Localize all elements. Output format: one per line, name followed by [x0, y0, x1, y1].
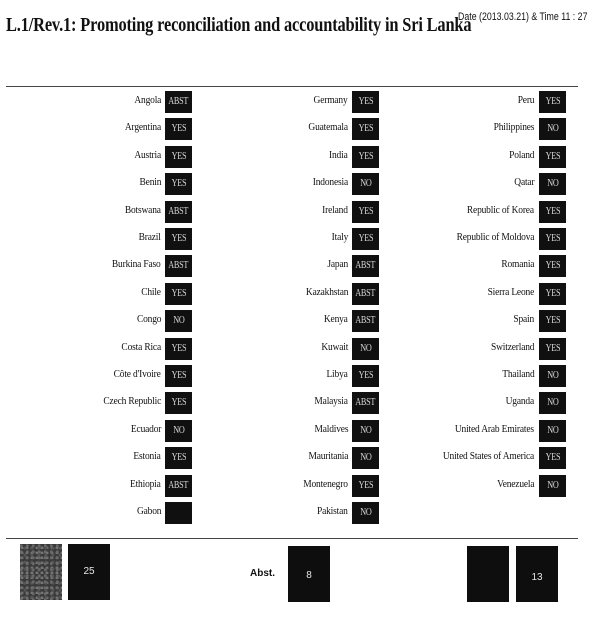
vote-value: YES — [171, 178, 186, 190]
vote-box — [539, 173, 566, 195]
top-divider — [6, 86, 578, 87]
country-name: Switzerland — [490, 340, 534, 353]
country-name: Burkina Faso — [112, 258, 161, 271]
country-name: Côte d'Ivoire — [113, 368, 161, 380]
vote-value: YES — [171, 150, 186, 162]
vote-row — [0, 201, 560, 223]
vote-value: NO — [359, 507, 372, 518]
country-name: Germany — [314, 94, 348, 106]
vote-value: NO — [546, 424, 559, 436]
vote-value: YES — [545, 315, 560, 327]
country-name: Ethiopia — [130, 477, 161, 490]
country-name: Romania — [501, 258, 534, 271]
vote-value: YES — [171, 123, 186, 135]
vote-value: YES — [171, 342, 186, 354]
vote-box — [539, 228, 566, 250]
country-name: Republic of Moldova — [456, 231, 534, 243]
vote-box — [352, 502, 379, 524]
vote-box — [539, 338, 566, 360]
vote-box — [539, 310, 566, 332]
vote-box — [539, 91, 566, 113]
vote-row — [0, 447, 560, 469]
abst-label: Abst. — [250, 568, 275, 579]
vote-box — [539, 420, 566, 442]
vote-value: YES — [358, 150, 373, 162]
vote-row — [0, 420, 559, 442]
vote-value: YES — [545, 96, 560, 107]
country-name: Chile — [141, 285, 161, 298]
country-name: Kazakhstan — [305, 285, 348, 298]
vote-value: YES — [545, 452, 560, 464]
vote-value: YES — [358, 370, 373, 381]
country-name: United Arab Emirates — [454, 422, 534, 435]
country-name: Malaysia — [314, 395, 348, 408]
country-name: Thailand — [501, 368, 534, 380]
vote-value: NO — [172, 424, 185, 436]
country-name: Ecuador — [130, 422, 161, 435]
vote-box — [539, 365, 566, 387]
country-name: Estonia — [133, 450, 161, 463]
vote-value: YES — [358, 123, 373, 135]
country-name: Mauritania — [308, 450, 348, 463]
vote-value: ABST — [168, 479, 189, 491]
country-name: Venezuela — [496, 477, 534, 490]
vote-value: NO — [172, 315, 185, 327]
vote-value: YES — [171, 287, 186, 299]
vote-value: YES — [545, 150, 560, 162]
country-name: Botswana — [125, 203, 161, 216]
yes-tally-box — [20, 544, 62, 600]
vote-row — [0, 228, 560, 250]
country-name: Italy — [331, 231, 348, 243]
vote-row — [0, 310, 560, 332]
vote-value: ABST — [168, 260, 189, 272]
country-name: Ireland — [322, 203, 348, 216]
yes-tally-count-box — [68, 544, 110, 600]
vote-value: YES — [171, 233, 186, 244]
country-name: United States of America — [442, 450, 534, 463]
vote-row — [0, 91, 560, 113]
country-name: Philippines — [493, 121, 534, 134]
vote-value: ABST — [355, 315, 376, 327]
vote-value: ABST — [355, 260, 376, 272]
vote-row — [0, 365, 559, 387]
vote-value: YES — [358, 96, 373, 107]
vote-box — [539, 283, 566, 305]
country-name: Kuwait — [321, 340, 348, 353]
vote-value: YES — [358, 205, 373, 217]
vote-value: ABST — [168, 205, 189, 217]
no-count: 13 — [531, 572, 543, 583]
country-name: Peru — [517, 94, 534, 106]
vote-value: YES — [171, 452, 186, 464]
vote-row — [0, 146, 560, 168]
vote-box — [539, 118, 566, 140]
country-name: Benin — [139, 176, 161, 189]
vote-row — [0, 283, 560, 305]
yes-count: 25 — [83, 566, 95, 577]
vote-value: YES — [545, 260, 560, 272]
abst-count: 8 — [306, 570, 312, 581]
country-name: Republic of Korea — [467, 203, 534, 216]
country-name: Gabon — [136, 505, 161, 517]
country-name: Austria — [134, 148, 161, 161]
vote-box — [539, 392, 566, 414]
country-name: Brazil — [138, 231, 161, 243]
vote-value: ABST — [355, 287, 376, 299]
vote-datetime: Date (2013.03.21) & Time 11 : 27 — [458, 11, 588, 23]
country-name: Angola — [134, 94, 161, 106]
vote-row — [0, 392, 559, 414]
vote-value: NO — [546, 178, 559, 190]
country-name: Pakistan — [317, 505, 348, 517]
vote-value: NO — [359, 452, 372, 464]
country-name: Maldives — [314, 422, 348, 435]
abst-tally-box — [288, 546, 330, 602]
vote-value: NO — [359, 342, 372, 354]
country-name: Costa Rica — [121, 340, 161, 353]
country-name: Czech Republic — [103, 395, 161, 408]
vote-row — [0, 338, 560, 360]
country-name: Argentina — [124, 121, 161, 134]
page-title: L.1/Rev.1: Promoting reconciliation and accountability in Sri Lanka — [6, 14, 472, 36]
no-tally-box — [467, 546, 509, 602]
vote-value: YES — [545, 342, 560, 354]
country-name: Qatar — [513, 176, 534, 189]
vote-row — [0, 118, 559, 140]
vote-row — [0, 173, 559, 195]
vote-value: NO — [546, 370, 559, 381]
vote-value: ABST — [355, 397, 376, 409]
vote-value: YES — [358, 233, 373, 244]
country-name: Poland — [508, 148, 534, 161]
vote-row — [0, 502, 372, 524]
vote-box — [539, 447, 566, 469]
country-name: Spain — [513, 313, 534, 326]
country-name: Japan — [327, 258, 348, 271]
vote-value: YES — [171, 370, 186, 381]
vote-value: YES — [545, 233, 560, 244]
vote-value: YES — [545, 287, 560, 299]
country-name: Guatemala — [308, 121, 348, 134]
country-name: Uganda — [505, 395, 534, 408]
vote-box — [539, 146, 566, 168]
vote-value: YES — [545, 205, 560, 217]
vote-box — [539, 475, 566, 497]
vote-box — [539, 201, 566, 223]
vote-value: NO — [359, 178, 372, 190]
no-tally-count-box — [516, 546, 558, 602]
vote-value: ABST — [168, 96, 189, 107]
bottom-divider — [6, 538, 578, 539]
country-name: Congo — [136, 313, 161, 326]
vote-box — [539, 255, 566, 277]
vote-value: NO — [546, 479, 559, 491]
vote-value: NO — [546, 123, 559, 135]
country-name: Sierra Leone — [487, 285, 534, 298]
vote-value: YES — [358, 479, 373, 491]
country-name: India — [329, 148, 348, 161]
vote-row — [0, 475, 559, 497]
country-name: Montenegro — [303, 477, 348, 490]
country-name: Indonesia — [312, 176, 348, 189]
country-name: Libya — [326, 368, 348, 380]
vote-row — [0, 255, 560, 277]
vote-value: NO — [546, 397, 559, 409]
country-name: Kenya — [324, 313, 348, 326]
vote-value: NO — [359, 424, 372, 436]
vote-value: YES — [171, 397, 186, 409]
